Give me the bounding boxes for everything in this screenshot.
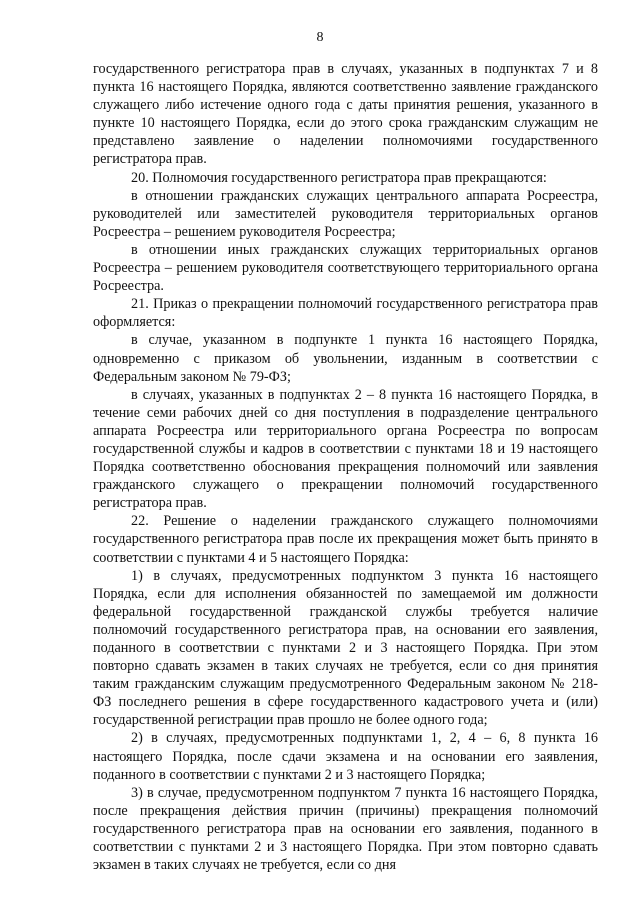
- document-body: [93, 60, 598, 874]
- paragraph-item-20: 20. Полномочия государственного регистратора прав прекращаются:: [131, 169, 547, 186]
- paragraph-item-22-sub-1: 1) в случаях, предусмотренных подпунктом 3 пункта 16 настоящего Порядка, если для исполнения обязанностей по замещаемой им должности федеральной государственной гражданской службы требуется наличие полномочий государственного регистратора прав, на основании его заявления, поданного в соответствии с пунктами 2 и 3 настоящего Порядка. При этом повторно сдавать экзамен в таких случаях не требуется, если со дня принятия таким гражданским служащим предусмотренного Федеральным законом № 218-ФЗ последнего решения в сфере государственного кадастрового учета и (или) государственной регистрации прав прошло не более одного года;: [93, 567, 598, 729]
- paragraph-item-22-sub-3: 3) в случае, предусмотренном подпунктом 7 пункта 16 настоящего Порядка, после прекращения действия причин (причины) прекращения полномочий государственного регистратора прав на основании его заявления, поданного в соответствии с пунктами 2 и 3 настоящего Порядка. При этом повторно сдавать экзамен в таких случаях не требуется, если со дня: [93, 784, 598, 874]
- paragraph-item-22: 22. Решение о наделении гражданского служащего полномочиями государственного регистратора прав после их прекращения может быть принято в соответствии с пунктами 4 и 5 настоящего Порядка:: [93, 513, 598, 566]
- paragraph-item-21-case-1: в случае, указанном в подпункте 1 пункта 16 настоящего Порядка, одновременно с приказом об увольнении, изданным в соответствии с Федеральным законом № 79-ФЗ;: [93, 332, 598, 385]
- paragraph-item-20-territorial: в отношении иных гражданских служащих территориальных органов Росреестра – решением руководителя соответствующего территориального органа Росреестра.: [93, 241, 598, 295]
- page-number: 8: [316, 30, 324, 45]
- paragraph-item-21-cases-2-8: в случаях, указанных в подпунктах 2 – 8 пункта 16 настоящего Порядка, в течение семи рабочих дней со дня поступления в подразделение центрального аппарата Росреестра или территориального органа Росреестра по вопросам государственной службы и кадров в соответствии с пунктами 18 и 19 настоящего Порядка соответственно обоснования прекращения полномочий или заявления гражданского служащего о прекращении полномочий государственного регистратора прав.: [93, 386, 598, 512]
- paragraph-item-20-central: в отношении гражданских служащих центрального аппарата Росреестра, руководителей или заместителей руководителя территориальных органов Росреестра – решением руководителя Росреестра;: [93, 187, 598, 240]
- paragraph-item-21: 21. Приказ о прекращении полномочий государственного регистратора прав оформляется:: [93, 296, 598, 331]
- paragraph-item-22-sub-2: 2) в случаях, предусмотренных подпунктами 1, 2, 4 – 6, 8 пункта 16 настоящего Порядка, после сдачи экзамена и на основании его заявления, поданного в соответствии с пунктами 2 и 3 настоящего Порядка;: [93, 730, 598, 783]
- paragraph-continuation: государственного регистратора прав в случаях, указанных в подпунктах 7 и 8 пункта 16 настоящего Порядка, являются соответственно заявление гражданского служащего либо истечение одного года с даты принятия решения, указанного в пункте 10 настоящего Порядка, если до этого срока гражданским служащим не представлено заявление о наделении полномочиями государственного регистратора прав.: [93, 61, 598, 168]
